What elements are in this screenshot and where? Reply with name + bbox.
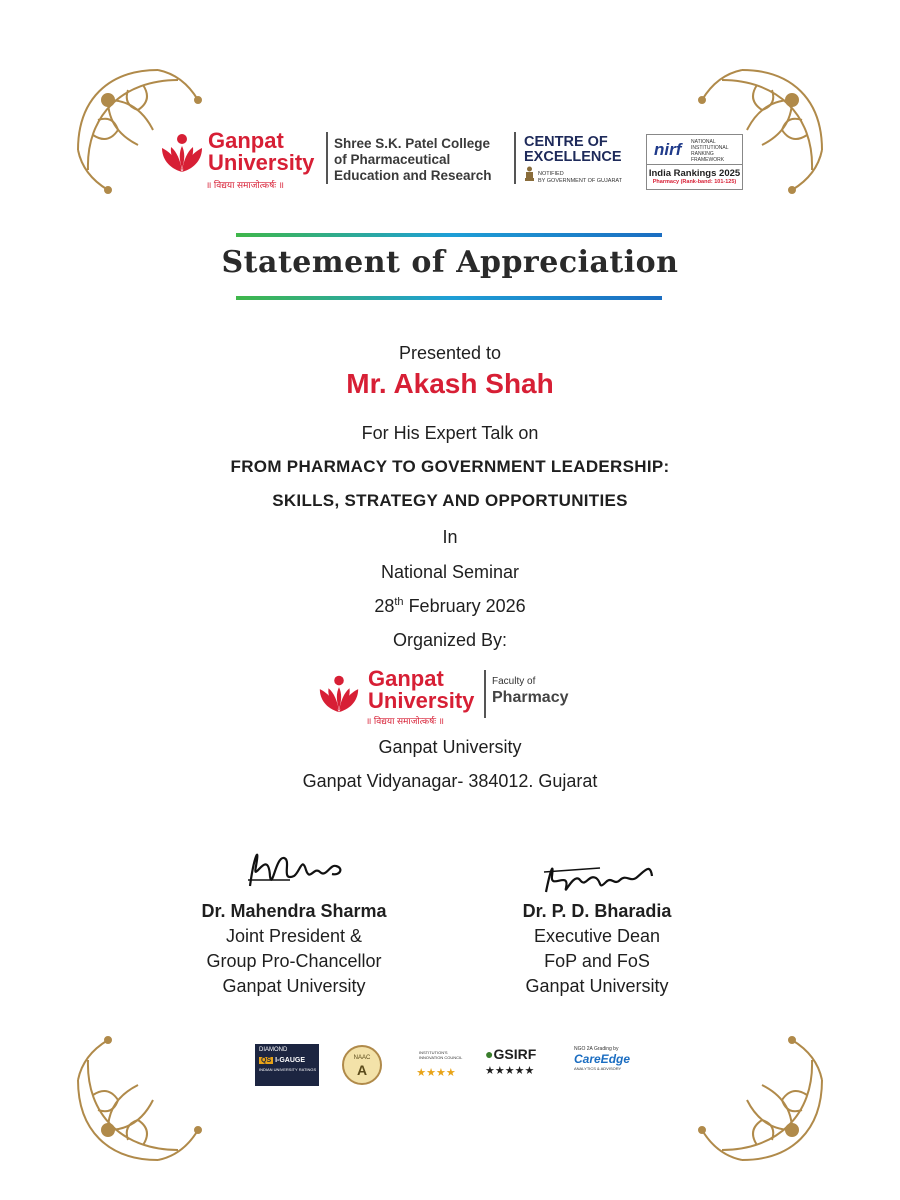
naac-label: NAAC: [353, 1055, 371, 1061]
signature-pd-bharadia: [540, 852, 660, 900]
brand-name: Ganpat University: [208, 128, 315, 175]
careedge-badge: NGO 2A Grading by CareEdge ANALYTICS & ADVISORY: [574, 1046, 631, 1071]
signature-mahendra-sharma: [240, 836, 350, 896]
organizer-name: Ganpat University: [378, 737, 522, 757]
in-label: In: [442, 527, 458, 547]
topic-line-2: SKILLS, STRATEGY AND OPPORTUNITIES: [272, 491, 628, 510]
brand-tagline: ॥ विद्यया समाजोत्कर्षः ॥: [366, 716, 445, 726]
college-name: Shree S.K. Patel College of Pharmaceutical Education and Research: [334, 136, 492, 183]
title-top-rule: [236, 233, 662, 237]
certificate-title: Statement of Appreciation: [221, 245, 679, 280]
iic-badge: INSTITUTION'S INNOVATION COUNCIL ★★★★: [405, 1044, 467, 1086]
naac-grade: A: [356, 1062, 368, 1078]
talk-line: For His Expert Talk on: [361, 423, 539, 443]
signatory-2: [447, 899, 747, 999]
ganpat-university-logo: [158, 128, 328, 192]
nirf-rank-band: Pharmacy (Rank-band: 101-125): [652, 179, 737, 185]
signatory-2-title: Executive Dean: [533, 926, 661, 946]
gsirf-badge: ●GSIRF ★★★★★: [485, 1044, 555, 1086]
gsirf-stars: ★★★★★: [485, 1065, 535, 1077]
title-bottom-rule: [236, 296, 662, 300]
centre-of-excellence-badge: CENTRE OF EXCELLENCE NOTIFIED BY GOVERNMENT OF GUJARAT: [524, 135, 634, 185]
brand-tagline: ॥ विद्यया समाजोत्कर्षः ॥: [206, 180, 285, 190]
lotus-icon: [316, 670, 362, 716]
nirf-subtitle: NATIONAL INSTITUTIONAL RANKING FRAMEWORK: [691, 139, 729, 163]
organized-by: Organized By:: [392, 630, 508, 650]
organizer-logo: [316, 666, 596, 728]
nirf-ranking-badge: [646, 134, 743, 190]
divider: [484, 670, 486, 718]
signatory-1-name: Dr. Mahendra Sharma: [201, 901, 387, 921]
nirf-logo: nirf: [654, 140, 682, 159]
signatory-2-title: Ganpat University: [525, 976, 669, 996]
organizer-address: Ganpat Vidyanagar- 384012. Gujarat: [302, 771, 598, 791]
brand-name: Ganpat University: [368, 666, 475, 713]
event-date: 28th February 2026: [374, 596, 526, 616]
signatory-1: [144, 899, 444, 999]
event-name: National Seminar: [380, 562, 520, 582]
faculty-name: Pharmacy: [492, 689, 569, 706]
topic-line-1: FROM PHARMACY TO GOVERNMENT LEADERSHIP:: [230, 457, 670, 476]
signatory-2-name: Dr. P. D. Bharadia: [522, 901, 672, 921]
presented-to: Presented to: [398, 343, 502, 363]
signatory-1-title: Ganpat University: [222, 976, 366, 996]
naac-badge: [336, 1044, 388, 1086]
corner-ornament-bottom-right: [662, 1000, 832, 1170]
divider: [514, 132, 516, 184]
nirf-rank: India Rankings 2025: [648, 168, 741, 179]
emblem-icon: [524, 166, 535, 182]
signatory-2-title: FoP and FoS: [544, 951, 650, 971]
signatory-1-title: Group Pro-Chancellor: [206, 951, 382, 971]
faculty-label: Faculty of: [492, 676, 536, 687]
recipient-name: Mr. Akash Shah: [346, 368, 554, 399]
corner-ornament-bottom-left: [68, 1000, 238, 1170]
coe-note: NOTIFIED BY GOVERNMENT OF GUJARAT: [538, 171, 623, 184]
divider: [326, 132, 328, 184]
lotus-icon: [158, 128, 206, 176]
qs-igauge-badge: DIAMOND QS I-GAUGE INDIAN UNIVERSITY RATINGS: [255, 1044, 319, 1086]
iic-stars: ★★★★: [416, 1067, 456, 1079]
signatory-1-title: Joint President &: [225, 926, 363, 946]
